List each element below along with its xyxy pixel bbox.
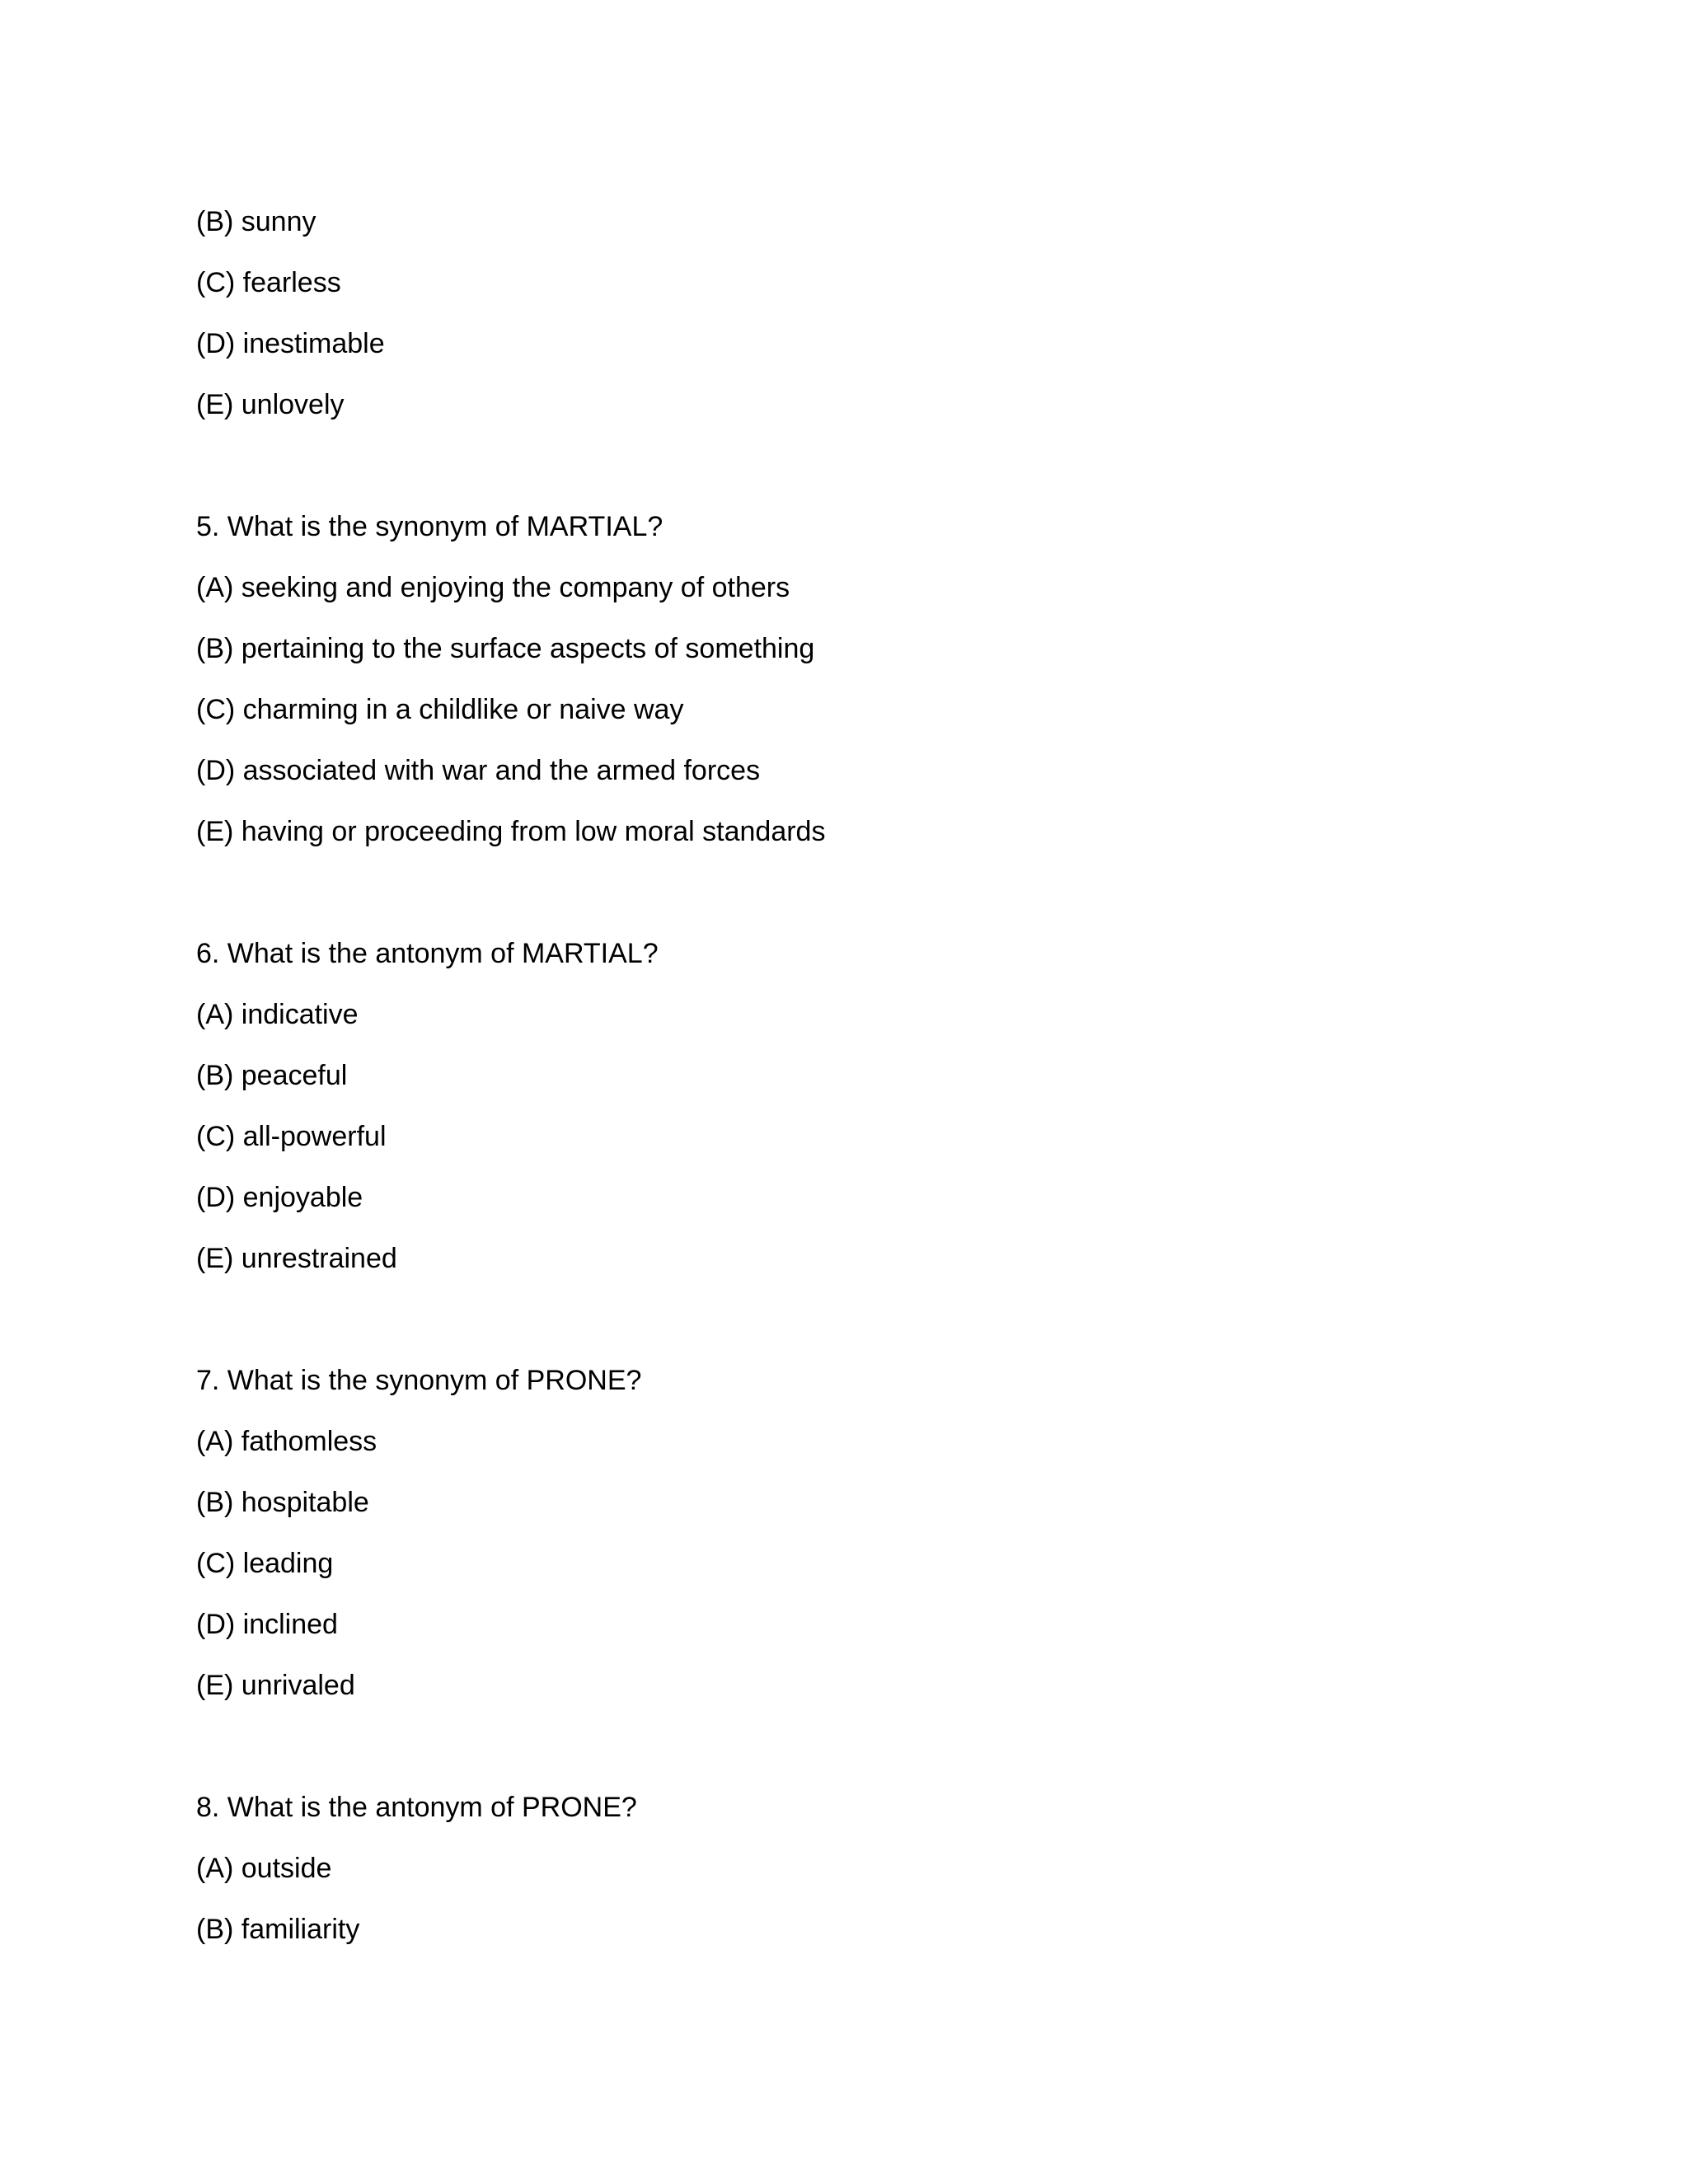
option-line: (B) peaceful bbox=[196, 1060, 348, 1091]
question-block bbox=[196, 1777, 1515, 1960]
option-line: (A) outside bbox=[196, 1853, 332, 1884]
option-line: (C) charming in a childlike or naive way bbox=[196, 694, 684, 725]
spacer bbox=[196, 1716, 1515, 1777]
option-line: (B) pertaining to the surface aspects of something bbox=[196, 633, 815, 664]
option-line: (E) unrivaled bbox=[196, 1670, 355, 1701]
option-line: (C) all-powerful bbox=[196, 1121, 387, 1152]
option-line: (E) having or proceeding from low moral standards bbox=[196, 816, 826, 847]
spacer bbox=[196, 1289, 1515, 1350]
option-line: (C) fearless bbox=[196, 267, 341, 298]
option-line: (B) hospitable bbox=[196, 1487, 369, 1518]
question-block bbox=[196, 923, 1515, 1289]
option-line: (D) enjoyable bbox=[196, 1182, 363, 1213]
continued-options bbox=[196, 191, 1515, 435]
option-line: (A) fathomless bbox=[196, 1426, 377, 1457]
option-line: (D) associated with war and the armed forces bbox=[196, 755, 761, 786]
option-line: (A) indicative bbox=[196, 999, 359, 1030]
option-line: (B) familiarity bbox=[196, 1914, 360, 1945]
question-text: 7. What is the synonym of PRONE? bbox=[196, 1365, 642, 1396]
option-line: (D) inclined bbox=[196, 1609, 338, 1640]
question-text: 6. What is the antonym of MARTIAL? bbox=[196, 938, 659, 969]
question-block bbox=[196, 496, 1515, 862]
question-text: 5. What is the synonym of MARTIAL? bbox=[196, 511, 663, 542]
option-line: (B) sunny bbox=[196, 206, 316, 237]
option-line: (E) unrestrained bbox=[196, 1243, 397, 1274]
question-text: 8. What is the antonym of PRONE? bbox=[196, 1792, 637, 1823]
spacer bbox=[196, 435, 1515, 496]
question-block bbox=[196, 1350, 1515, 1716]
page-content bbox=[196, 191, 1515, 1960]
option-line: (E) unlovely bbox=[196, 389, 345, 420]
option-line: (A) seeking and enjoying the company of others bbox=[196, 572, 790, 603]
option-line: (C) leading bbox=[196, 1548, 334, 1579]
spacer bbox=[196, 862, 1515, 923]
option-line: (D) inestimable bbox=[196, 328, 385, 359]
